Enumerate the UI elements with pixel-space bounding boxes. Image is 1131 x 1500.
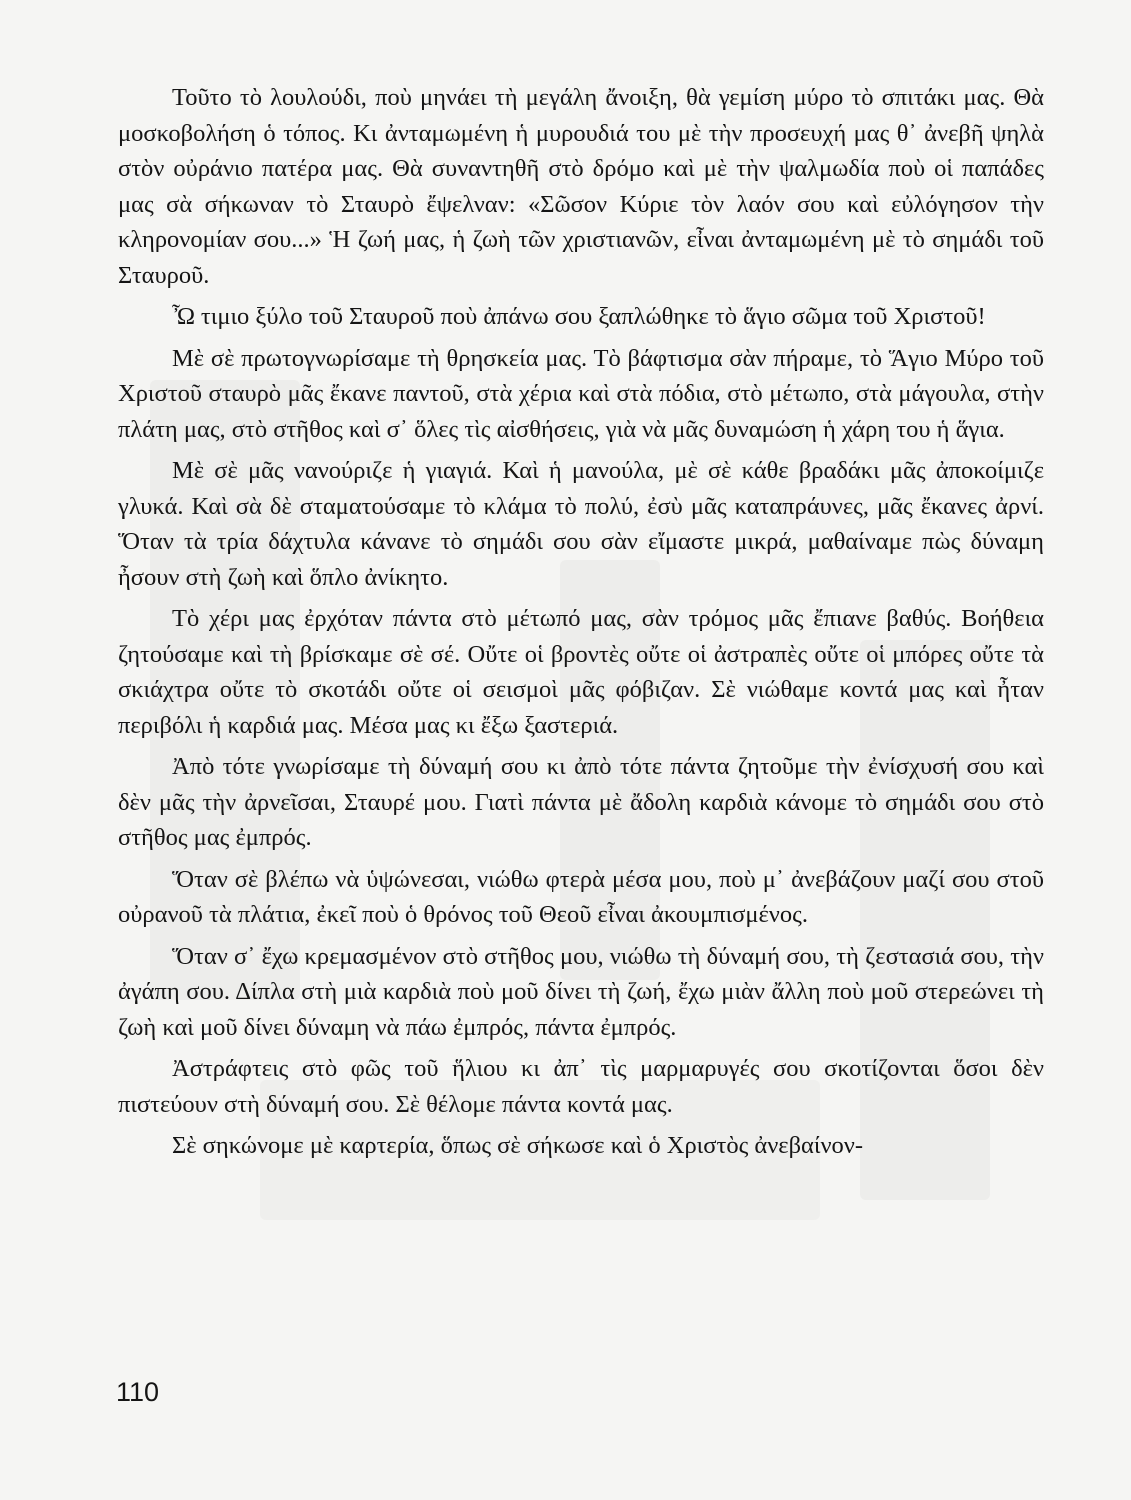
page-number: 110 [116,1377,160,1407]
paragraph: Μὲ σὲ μᾶς νανούριζε ἡ γιαγιά. Καὶ ἡ μανούλα, μὲ σὲ κάθε βραδάκι μᾶς ἀποκοίμιζε γλυκά. Καὶ σὰ δὲ σταματούσαμε τὸ κλάμα τὸ πολύ, ἐσὺ μᾶς καταπράυνες, μᾶς ἔκανες ἀρνί. Ὅταν τὰ τρία δάχτυλα κάνανε τὸ σημάδι σου σὰν εἴμαστε μικρά, μαθαίναμε πὼς δύναμη ἦσουν στὴ ζωὴ καὶ ὅπλο ἀνίκητο. [118,457,1044,591]
paragraph: Ὅταν σὲ βλέπω νὰ ὑψώνεσαι, νιώθω φτερὰ μέσα μου, ποὺ μ᾽ ἀνεβάζουν μαζί σου στοῦ οὐρανοῦ τὰ πλάτια, ἐκεῖ ποὺ ὁ θρόνος τοῦ Θεοῦ εἶναι ἀκουμπισμένος. [118,865,1044,928]
body-text [118,80,1044,1170]
paragraph: Σὲ σηκώνομε μὲ καρτερία, ὅπως σὲ σήκωσε καὶ ὁ Χριστὸς ἀνεβαίνον- [172,1132,864,1159]
paragraph: Ὦ τιμιο ξύλο τοῦ Σταυροῦ ποὺ ἀπάνω σου ξαπλώθηκε τὸ ἅγιο σῶμα τοῦ Χριστοῦ! [172,303,986,330]
paragraph: Ἀστράφτεις στὸ φῶς τοῦ ἥλιου κι ἀπ᾽ τὶς μαρμαρυγές σου σκοτίζονται ὅσοι δὲν πιστεύουν στὴ δύναμή σου. Σὲ θέλομε πάντα κοντά μας. [118,1055,1044,1118]
paragraph: Μὲ σὲ πρωτογνωρίσαμε τὴ θρησκεία μας. Τὸ βάφτισμα σὰν πήραμε, τὸ Ἅγιο Μύρο τοῦ Χριστοῦ σταυρὸ μᾶς ἔκανε παντοῦ, στὰ χέρια καὶ στὰ πόδια, στὸ μέτωπο, στὰ μάγουλα, στὴν πλάτη μας, στὸ στῆθος καὶ σ᾽ ὅλες τὶς αἰσθήσεις, γιὰ νὰ μᾶς δυναμώση ἡ χάρη του ἡ ἅγια. [118,344,1044,443]
paragraph: Ὅταν σ᾽ ἔχω κρεμασμένον στὸ στῆθος μου, νιώθω τὴ δύναμή σου, τὴ ζεστασιά σου, τὴν ἀγάπη σου. Δίπλα στὴ μιὰ καρδιὰ ποὺ μοῦ δίνει τὴ ζωή, ἔχω μιὰν ἄλλη ποὺ μοῦ στερεώνει τὴ ζωὴ καὶ μοῦ δίνει δύναμη νὰ πάω ἐμπρός, πάντα ἐμπρός. [118,942,1044,1041]
paragraph: Ἀπὸ τότε γνωρίσαμε τὴ δύναμή σου κι ἀπὸ τότε πάντα ζητοῦμε τὴν ἐνίσχυσή σου καὶ δὲν μᾶς τὴν ἀρνεῖσαι, Σταυρέ μου. Γιατὶ πάντα μὲ ἄδολη καρδιὰ κάνομε τὸ σημάδι σου στὸ στῆθος μας ἐμπρός. [118,753,1044,851]
paragraph: Τοῦτο τὸ λουλούδι, ποὺ μηνάει τὴ μεγάλη ἄνοιξη, θὰ γεμίση μύρο τὸ σπιτάκι μας. Θὰ μοσκοβολήση ὁ τόπος. Κι ἀνταμωμένη ἡ μυρουδιά του μὲ τὴν προσευχή μας θ᾽ ἀνεβῆ ψηλὰ στὸν οὐράνιο πατέρα μας. Θὰ συναντηθῆ στὸ δρόμο καὶ μὲ τὴν ψαλμωδία ποὺ οἱ παπάδες μας σὰ σήκωναν τὸ Σταυρὸ ἔψελναν: «Σῶσον Κύριε τὸν λαόν σου καὶ εὐλόγησον τὴν κληρονομίαν σου...» Ἡ ζωή μας, ἡ ζωὴ τῶν χριστιανῶν, εἶναι ἀνταμωμένη μὲ τὸ σημάδι τοῦ Σταυροῦ. [118,84,1044,289]
paragraph: Τὸ χέρι μας ἐρχόταν πάντα στὸ μέτωπό μας, σὰν τρόμος μᾶς ἔπιανε βαθύς. Βοήθεια ζητούσαμε καὶ τὴ βρίσκαμε σὲ σέ. Οὔτε οἱ βροντὲς οὔτε οἱ ἀστραπὲς οὔτε οἱ μπόρες οὔτε τὰ σκιάχτρα οὔτε τὸ σκοτάδι οὔτε οἱ σεισμοὶ μᾶς φόβιζαν. Σὲ νιώθαμε κοντά μας καὶ ἦταν περιβόλι ἡ καρδιά μας. Μέσα μας κι ἔξω ξαστεριά. [118,605,1044,739]
